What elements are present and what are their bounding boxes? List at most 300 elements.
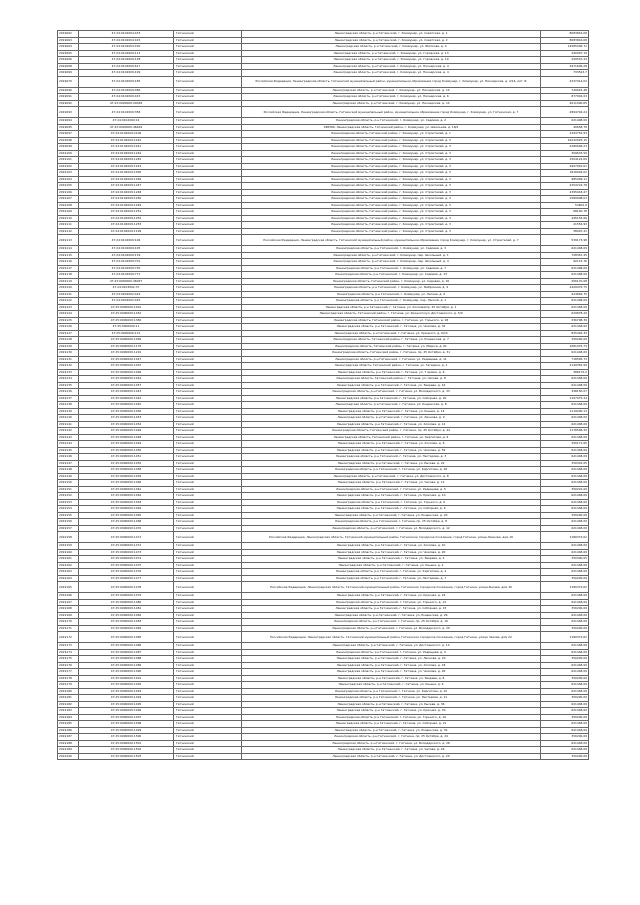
row-id-cell: 2019172 [58, 632, 79, 643]
cadastral-number-cell: 47:24:0102009:1249 [79, 202, 174, 209]
address-cell: Ленинградская область, р-н Гатчинский, г. Гатчина, ул. Красная, д. 30 [242, 708, 541, 715]
cadastral-number-cell: 47:24:0202002:424 [79, 291, 174, 298]
cadastral-number-cell: 47:24:0102009:1244 [79, 150, 174, 157]
cadastral-number-cell: 47:25:0000000:1494 [79, 695, 174, 702]
table-row [58, 235, 589, 246]
district-cell: Гатчинский [174, 512, 242, 519]
cadastral-number-cell: 47:25:0000000:1460 [79, 480, 174, 487]
row-id-cell: 2019133 [58, 369, 79, 376]
value-cell: 336708,39 [541, 317, 589, 324]
row-id-cell: 2019168 [58, 606, 79, 613]
address-cell: Ленинградская область, р-н Гатчинский, г. Гатчина, ул. Рощинская, д. 20 [242, 512, 541, 519]
row-id-cell: 2019125 [58, 317, 79, 324]
district-cell: Гатчинский [174, 246, 242, 253]
district-cell: Гатчинский [174, 189, 242, 196]
value-cell: 621448,09 [541, 454, 589, 461]
value-cell: 621448,09 [541, 593, 589, 600]
row-id-cell: 2019189 [58, 747, 79, 754]
address-cell: Ленинградская область, р-н Гатчинский, г. Гатчина, ул. Чкалова, д. 20 [242, 549, 541, 556]
address-cell: Ленинградская область, р-н Гатчинский, г. Гатчина, ул. Хохлова, д. 6 [242, 441, 541, 448]
district-cell: Гатчинский [174, 395, 242, 402]
row-id-cell: 2019136 [58, 389, 79, 396]
value-cell: 621448,09 [541, 669, 589, 676]
district-cell: Гатчинский [174, 682, 242, 689]
district-cell: Гатчинский [174, 215, 242, 222]
district-cell: Гатчинский [174, 202, 242, 209]
address-cell: Ленинградская область, р-н Гатчинский, г. Гатчина, ул. Рощинская, д. 26 [242, 612, 541, 619]
cadastral-number-cell: 47:24:0102009:1250 [79, 196, 174, 203]
district-cell: Гатчинский [174, 708, 242, 715]
address-cell: Ленинградская область, р-н Гатчинский, г. Гатчина, ул. Чкалова, д. 59 [242, 447, 541, 454]
row-id-cell: 2019066 [58, 57, 79, 64]
value-cell: 1119200,13 [541, 408, 589, 415]
address-cell: Ленинградская область, Гатчинский район, г. Коммунар, ул. Садовая, д. 16 [242, 278, 541, 285]
value-cell: 621448,09 [541, 382, 589, 389]
row-id-cell: 2019145 [58, 447, 79, 454]
row-id-cell: 2019064 [58, 44, 79, 51]
address-cell: Ленинградская область, р-н Гатчинский, г. Гатчина, ул. Соборная, д. 20 [242, 395, 541, 402]
value-cell: 733523,7 [541, 70, 589, 77]
district-cell: Гатчинский [174, 170, 242, 177]
value-cell: 350171,65 [541, 441, 589, 448]
row-id-cell: 2019120 [58, 285, 79, 292]
value-cell: 456170,08 [541, 278, 589, 285]
address-cell: Российская Федерация, Ленинградская область, Гатчинский муниципальный район, муниципальное образование город Коммунар, г. Коммунар, ул. Гатчинская, д. 7 [242, 107, 541, 118]
district-cell: Гатчинский [174, 447, 242, 454]
address-cell: Ленинградская область, р-н Гатчинский, г. Коммунар, ул. Жипкова, д. 4 [242, 44, 541, 51]
cadastral-number-cell: 47:25:0000000:1469 [79, 337, 174, 344]
address-cell: Ленинградская область, Гатчинский район, г. Гатчина, ул. Чехова, д. 8 [242, 376, 541, 383]
district-cell: Гатчинский [174, 285, 242, 292]
value-cell: 621448,09 [541, 619, 589, 626]
row-id-cell: 2019188 [58, 740, 79, 747]
district-cell: Гатчинский [174, 382, 242, 389]
row-id-cell: 2019130 [58, 350, 79, 357]
value-cell: 1157975,34 [541, 395, 589, 402]
address-cell: Ленинградская область, Гатчинский район, г. Коммунар, ул. Строителей, д. 3 [242, 157, 541, 164]
value-cell: 1178508,39 [541, 428, 589, 435]
cadastral-number-cell: 47:24:0102009:617 [79, 63, 174, 70]
row-id-cell: 2019186 [58, 727, 79, 734]
district-cell: Гатчинский [174, 562, 242, 569]
cadastral-number-cell: 47:25:0000000:1470 [79, 525, 174, 532]
district-cell: Гатчинский [174, 63, 242, 70]
value-cell: 2429475,75 [541, 285, 589, 292]
value-cell: 350200,09 [541, 625, 589, 632]
value-cell: 621448,09 [541, 599, 589, 606]
address-cell: Ленинградская область, р-н Гатчинский, г. Гатчина, ул. Соборная, д. 9 [242, 506, 541, 513]
row-id-cell: 2019146 [58, 454, 79, 461]
district-cell: Гатчинский [174, 356, 242, 363]
value-cell: 350200,09 [541, 337, 589, 344]
address-cell: Ленинградская область, Гатчинский район, г. Гатчина, ул. Гагарина, д. 1 [242, 363, 541, 370]
cadastral-number-cell: 47:24:0102009:415 [79, 94, 174, 101]
cadastral-number-cell: 47:25:0000000:1490 [79, 669, 174, 676]
row-id-cell: 2019182 [58, 701, 79, 708]
district-cell: Гатчинский [174, 695, 242, 702]
district-cell: Гатчинский [174, 376, 242, 383]
address-cell: Ленинградская область, р-н Гатчинский, г. Коммунар, ул. Пионерская, д. 4 [242, 70, 541, 77]
row-id-cell: 2019167 [58, 599, 79, 606]
address-cell: Ленинградская область, р-н Гатчинский, г. Гатчина, ул. Красная, д. 10 [242, 493, 541, 500]
row-id-cell: 2019110 [58, 215, 79, 222]
address-cell: Ленинградская область, р-н Гатчинский, г. Гатчина, пр. 25 Октября, д. 8 [242, 519, 541, 526]
row-id-cell: 2019128 [58, 337, 79, 344]
cadastral-number-cell: 47:25:0000000:1459 [79, 473, 174, 480]
value-cell: 621448,09 [541, 415, 589, 422]
district-cell: Гатчинский [174, 317, 242, 324]
value-cell: 621448,09 [541, 246, 589, 253]
district-cell: Гатчинский [174, 76, 242, 87]
district-cell: Гатчинский [174, 94, 242, 101]
value-cell: 445155,06 [541, 215, 589, 222]
value-cell: 718595,73 [541, 356, 589, 363]
district-cell: Гатчинский [174, 486, 242, 493]
cadastral-number-cell: 47:24:0102009:1241 [79, 144, 174, 151]
district-cell: Гатчинский [174, 330, 242, 337]
district-cell: Гатчинский [174, 688, 242, 695]
value-cell: 350200,09 [541, 575, 589, 582]
address-cell: Российская Федерация, Ленинградская область, Гатчинский муниципальный район, Гатчинское городское поселение, город Гатчина, улица Рысева, дом 30 [242, 582, 541, 593]
address-cell: Ленинградская область, Гатчинский район, г. Коммунар, ул. Строителей, д. 3 [242, 209, 541, 216]
value-cell: 4907991,61 [541, 163, 589, 170]
address-cell: Ленинградская область, р-н Гатчинский, г. Гатчина, ул. Чехова, д. 26 [242, 747, 541, 754]
cadastral-number-cell: 47:24:0102009:358 [79, 107, 174, 118]
cadastral-number-cell: 47:25:0000000:1457 [79, 382, 174, 389]
row-id-cell: 2019183 [58, 708, 79, 715]
address-cell: Ленинградская область, Гатчинский район, г. Коммунар, ул. Строителей, д. 3 [242, 189, 541, 196]
value-cell: 16232025,15 [541, 137, 589, 144]
address-cell: Ленинградская область, р-н Гатчинский, г. Гатчина, ул. Нестерова, д. 3 [242, 454, 541, 461]
district-cell: Гатчинский [174, 467, 242, 474]
value-cell: 1081975,73 [541, 343, 589, 350]
row-id-cell: 2019123 [58, 304, 79, 311]
cadastral-number-cell: 47:25:0000000:1475 [79, 562, 174, 569]
value-cell: 14585006,71 [541, 44, 589, 51]
address-cell: Ленинградская область, Гатчинский район, г. Коммунар, ул. Строителей, д. 3 [242, 215, 541, 222]
cadastral-number-cell: 47:25:0000000:1445 [79, 402, 174, 409]
value-cell: 621448,09 [541, 682, 589, 689]
row-id-cell: 2019162 [58, 562, 79, 569]
cadastral-number-cell: 47:25:0000000:1480 [79, 599, 174, 606]
cadastral-number-cell: 47:25:0000000:1464 [79, 506, 174, 513]
row-id-cell: 2019111 [58, 222, 79, 229]
cadastral-number-cell: 47:25:0000000:1473 [79, 549, 174, 556]
cadastral-number-cell: 47:25:0000000:1501 [79, 740, 174, 747]
value-cell: 621448,09 [541, 467, 589, 474]
address-cell: Ленинградская область, р-н Гатчинский, г. Коммунар, ул. Советская, д. 2 [242, 37, 541, 44]
cadastral-number-cell: 47:25:0000000:1483 [79, 619, 174, 626]
district-cell: Гатчинский [174, 493, 242, 500]
row-id-cell: 2019101 [58, 157, 79, 164]
cadastral-number-cell: 47:25:0000000:1478 [79, 582, 174, 593]
cadastral-number-cell: 47:24:0102009:14 [79, 118, 174, 125]
cadastral-number-cell: 47:25:0000000:1444 [79, 376, 174, 383]
district-cell: Гатчинский [174, 402, 242, 409]
address-cell: Ленинградская область, р-н Гатчинский, г. Гатчина, ул. Володарского, д. 12 [242, 525, 541, 532]
value-cell: 350200,09 [541, 695, 589, 702]
address-cell: Ленинградская область, р-н Гатчинский, г. Гатчина, ул. Киргетова, д. 10 [242, 688, 541, 695]
address-cell: Ленинградская область, р-н Гатчинский, г. Гатчина, ул. Чкалова, д. 32 [242, 324, 541, 331]
value-cell: 38097,21 [541, 228, 589, 235]
district-cell: Гатчинский [174, 176, 242, 183]
value-cell: 40658,78 [541, 124, 589, 131]
row-id-cell: 2019176 [58, 662, 79, 669]
row-id-cell: 2019108 [58, 202, 79, 209]
address-cell: Ленинградская область, Гатчинский район, г. Гатчина, ул. Рощинская, д. 7 [242, 337, 541, 344]
value-cell: 621448,09 [541, 662, 589, 669]
district-cell: Гатчинский [174, 389, 242, 396]
district-cell: Гатчинский [174, 163, 242, 170]
address-cell: Ленинградская область, р-н Гатчинский, г. Гатчина, ул. Хохлова, д. 18 [242, 662, 541, 669]
row-id-cell: 2019173 [58, 643, 79, 650]
row-id-cell: 2019178 [58, 675, 79, 682]
row-id-cell: 2019132 [58, 363, 79, 370]
district-cell: Гатчинский [174, 721, 242, 728]
address-cell: Ленинградская область, р-н Гатчинский, г. Коммунар, ул. Советская, д. 1 [242, 31, 541, 38]
district-cell: Гатчинский [174, 131, 242, 138]
address-cell: Ленинградская область, р-н Гатчинский, г. Коммунар, пер. Школьный, д. 1 [242, 252, 541, 259]
row-id-cell: 2019116 [58, 259, 79, 266]
value-cell: 2011090,65 [541, 100, 589, 107]
district-cell: Гатчинский [174, 606, 242, 613]
address-cell: Ленинградская область, р-н Гатчинский, г. Гатчина, ул. Чехова, д. 12 [242, 480, 541, 487]
cadastral-number-cell: 47:25:0000000:1503 [79, 753, 174, 760]
address-cell: Ленинградская область, р-н Гатчинский, г. Гатчина, ул. Достоевского, д. 8 [242, 473, 541, 480]
value-cell: 2894702,24 [541, 107, 589, 118]
address-cell: Ленинградская область, Гатчинский район, г. Коммунар, ул. Строителей, д. 3 [242, 176, 541, 183]
row-id-cell: 2019097 [58, 131, 79, 138]
table-row [58, 753, 589, 760]
district-cell: Гатчинский [174, 575, 242, 582]
district-cell: Гатчинский [174, 675, 242, 682]
value-cell: 825446,33 [541, 330, 589, 337]
value-cell: 621448,09 [541, 324, 589, 331]
cadastral-number-cell: 47:25:0000000:1463 [79, 499, 174, 506]
value-cell: 1180372,62 [541, 632, 589, 643]
district-cell: Гатчинский [174, 480, 242, 487]
row-id-cell: 2019155 [58, 512, 79, 519]
value-cell: 1818094,02 [541, 170, 589, 177]
address-cell: Ленинградская область, р-н Гатчинский, г. Гатчина, ул. Достоевского, д. 20 [242, 753, 541, 760]
address-cell: Ленинградская область, р-н Гатчинский, г. Гатчина, ул. Чкалова, д. 26 [242, 669, 541, 676]
value-cell: 350200,09 [541, 675, 589, 682]
address-cell: Ленинградская область, Гатчинский район, г. Коммунар, ул. Строителей, д. 3 [242, 144, 541, 151]
value-cell: 388175,2 [541, 369, 589, 376]
district-cell: Гатчинский [174, 209, 242, 216]
district-cell: Гатчинский [174, 549, 242, 556]
row-id-cell: 2019150 [58, 480, 79, 487]
value-cell: 621408,09 [541, 272, 589, 279]
district-cell: Гатчинский [174, 324, 242, 331]
address-cell: Ленинградская область, р-н Гатчинский, г. Гатчина, ул. Рысева, д. 22 [242, 460, 541, 467]
cadastral-number-cell: 47:25:0000000:1492 [79, 682, 174, 689]
cadastral-number-cell: 47:25:0000000:1467 [79, 363, 174, 370]
row-id-cell: 2019158 [58, 532, 79, 543]
address-cell: Российская Федерация, Ленинградская область, Гатчинский муниципальный район, муниципальное образование город Коммунар, г. Коммунар, ул. Пионерская, д. 2/14, лит. Б [242, 76, 541, 87]
district-cell: Гатчинский [174, 235, 242, 246]
value-cell: 877902,03 [541, 94, 589, 101]
address-cell: Ленинградская область, р-н Гатчинский, г. Гатчина, ул. Киргетова, д. 18 [242, 467, 541, 474]
district-cell: Гатчинский [174, 454, 242, 461]
row-id-cell: 2019062 [58, 31, 79, 38]
cadastral-number-cell: 47:24:0102009:1095 [79, 170, 174, 177]
address-cell: Ленинградская область, р-н Гатчинский, г. Гатчина, ул. Достоевского, д. 14 [242, 643, 541, 650]
value-cell: 350200,09 [541, 714, 589, 721]
district-cell: Гатчинский [174, 291, 242, 298]
district-cell: Гатчинский [174, 337, 242, 344]
district-cell: Гатчинский [174, 87, 242, 94]
value-cell: 621448,09 [541, 721, 589, 728]
district-cell: Гатчинский [174, 441, 242, 448]
value-cell: 985409,11 [541, 176, 589, 183]
value-cell: 350200,09 [541, 656, 589, 663]
address-cell: Ленинградская область, р-н Гатчинский, г. Гатчина, ул. 7 Армии, д. 6 [242, 369, 541, 376]
address-cell: Ленинградская область, р-н Гатчинский, г. Гатчина, ул. Горького, д. 16 [242, 714, 541, 721]
value-cell: 621448,09 [541, 304, 589, 311]
cadastral-number-cell: 47:24:0102009:486 [79, 87, 174, 94]
table-row [58, 632, 589, 643]
row-id-cell: 2019134 [58, 376, 79, 383]
value-cell: 621448,09 [541, 708, 589, 715]
row-id-cell: 2019106 [58, 189, 79, 196]
cadastral-number-cell: 47:24:0102009:128 [79, 57, 174, 64]
row-id-cell: 2019177 [58, 669, 79, 676]
cadastral-number-cell: 47:25:0000000:1443 [79, 389, 174, 396]
row-id-cell: 2019142 [58, 428, 79, 435]
district-cell: Гатчинский [174, 350, 242, 357]
row-id-cell: 2019164 [58, 575, 79, 582]
row-id-cell: 2019171 [58, 625, 79, 632]
district-cell: Гатчинский [174, 643, 242, 650]
address-cell: Ленинградская область, р-н Гатчинский, г. Гатчина, ул. Горького, д. 12 [242, 599, 541, 606]
value-cell: 21554,93 [541, 222, 589, 229]
row-id-cell: 2019115 [58, 252, 79, 259]
document-page [57, 30, 587, 760]
cadastral-number-cell: 47:25:0000000:1489 [79, 662, 174, 669]
cadastral-number-cell: 47:25:0000000:1479 [79, 593, 174, 600]
value-cell: 348150,07 [541, 389, 589, 396]
cadastral-number-cell: 47:25:0000000:1472 [79, 543, 174, 550]
cadastral-number-cell: 47:23:0000000:20028 [79, 100, 174, 107]
cadastral-number-cell: 47:25:0000000:1484 [79, 625, 174, 632]
address-cell: Ленинградская область, р-н Гатчинский, г. Гатчина, ул. Кныша, д. 14 [242, 408, 541, 415]
value-cell: 2293752,93 [541, 131, 589, 138]
address-cell: Ленинградская область, р-н Гатчинский, г. Коммунар, ул. Городская, д. 13 [242, 50, 541, 57]
row-id-cell: 2019095 [58, 124, 79, 131]
row-id-cell: 2019122 [58, 298, 79, 305]
district-cell: Гатчинский [174, 228, 242, 235]
address-cell: Ленинградская область, Гатчинский район, г. Гатчина, ул. Горького, д. 18 [242, 317, 541, 324]
row-id-cell: 2019114 [58, 246, 79, 253]
row-id-cell: 2019112 [58, 228, 79, 235]
district-cell: Гатчинский [174, 669, 242, 676]
cadastral-number-cell: 47:25:0000000:1496 [79, 708, 174, 715]
address-cell: Ленинградская область, Гатчинский район, г. Коммунар, ул. Строителей, д. 3 [242, 228, 541, 235]
cadastral-number-cell: 47:24:0102009:1248 [79, 189, 174, 196]
district-cell: Гатчинский [174, 727, 242, 734]
cadastral-number-cell: 47:25:0000000:1502 [79, 747, 174, 754]
cadastral-number-cell: 47:25:0000000:1500 [79, 734, 174, 741]
value-cell: 924804,75 [541, 291, 589, 298]
district-cell: Гатчинский [174, 519, 242, 526]
cadastral-number-cell: 47:25:0000000:1465 [79, 512, 174, 519]
address-cell: Ленинградская область, р-н Гатчинский, г. Коммунар, ул. Лесная, д. 9 [242, 291, 541, 298]
row-id-cell: 2019180 [58, 688, 79, 695]
row-id-cell: 2019119 [58, 278, 79, 285]
address-cell: Ленинградская область, Гатчинский район, г. Коммунар, ул. Строителей, д. 3 [242, 183, 541, 190]
district-cell: Гатчинский [174, 50, 242, 57]
district-cell: Гатчинский [174, 421, 242, 428]
district-cell: Гатчинский [174, 415, 242, 422]
district-cell: Гатчинский [174, 124, 242, 131]
row-id-cell: 2019129 [58, 343, 79, 350]
row-id-cell: 2019153 [58, 499, 79, 506]
value-cell: 2254724,78 [541, 183, 589, 190]
cadastral-number-cell: 47:24:0102009:1246 [79, 176, 174, 183]
address-cell: Ленинградская область, Гатчинский район, г. Гатчина, пр. 25 Октября, д. 42 [242, 428, 541, 435]
address-cell: Ленинградская область, р-н Гатчинский, г. Коммунар, ул. Садовая, д. 13 [242, 272, 541, 279]
cadastral-number-cell: 47:25:0000000:1447 [79, 356, 174, 363]
row-id-cell: 2019156 [58, 519, 79, 526]
cadastral-number-cell: 47:25:0000000:1461 [79, 486, 174, 493]
cadastral-number-cell: 47:24:0102009:701 [79, 259, 174, 266]
cadastral-number-cell: 47:25:0000000:131 [79, 330, 174, 337]
cadastral-number-cell: 47:24:0102009:730 [79, 265, 174, 272]
address-cell: Ленинградская область, р-н Гатчинский, г. Гатчина, ул. Леонова, д. 20 [242, 656, 541, 663]
value-cell: 621448,09 [541, 747, 589, 754]
row-id-cell: 2019143 [58, 434, 79, 441]
row-id-cell: 2019065 [58, 50, 79, 57]
row-id-cell: 2019144 [58, 441, 79, 448]
row-id-cell: 2019163 [58, 569, 79, 576]
address-cell: Российская Федерация, Ленинградская область, Гатчинский муниципальный район, Гатчинское городское поселение, город Гатчина, улица Леонова, дом 16 [242, 532, 541, 543]
cadastral-number-cell: 47:25:0000000:1446 [79, 428, 174, 435]
address-cell: Ленинградская область, р-н Гатчинский, г. Гатчина, ул. Кныша, д. 2 [242, 562, 541, 569]
address-cell: Ленинградская область, р-н Гатчинский, г. Гатчина, ул. Володарского, д. 20 [242, 625, 541, 632]
address-cell: Ленинградская область, р-н Гатчинский, г. Гатчина, ул. Зверева, д. 8 [242, 675, 541, 682]
district-cell: Гатчинский [174, 144, 242, 151]
row-id-cell: 2019124 [58, 311, 79, 318]
row-id-cell: 2019109 [58, 209, 79, 216]
district-cell: Гатчинский [174, 543, 242, 550]
district-cell: Гатчинский [174, 582, 242, 593]
row-id-cell: 2019105 [58, 183, 79, 190]
cadastral-number-cell: 47:25:0000000:1486 [79, 643, 174, 650]
value-cell: 749024,48 [541, 87, 589, 94]
district-cell: Гатчинский [174, 222, 242, 229]
district-cell: Гатчинский [174, 593, 242, 600]
cadastral-number-cell: 47:25:0000000:1170 [79, 343, 174, 350]
address-cell: Ленинградская область, Гатчинский район, г. Коммунар, ул. Строителей, д. 1 [242, 131, 541, 138]
address-cell: Российская Федерация, Ленинградская область, Гатчинский муниципальный район, Гатчинское городское поселение, город Гатчина, улица Чехова, дом 22 [242, 632, 541, 643]
value-cell: 621448,09 [541, 688, 589, 695]
address-cell: Ленинградская область, р-н Гатчинский, г. Гатчина, ул. Радищева, д. 9 [242, 649, 541, 656]
district-cell: Гатчинский [174, 714, 242, 721]
row-id-cell: 2019103 [58, 170, 79, 177]
cadastral-number-cell: 47:25:0000000:1442 [79, 395, 174, 402]
value-cell: 621448,09 [541, 643, 589, 650]
value-cell: 2971606,28 [541, 63, 589, 70]
district-cell: Гатчинский [174, 369, 242, 376]
district-cell: Гатчинский [174, 662, 242, 669]
district-cell: Гатчинский [174, 434, 242, 441]
address-cell: Ленинградская область, Гатчинский район, г. Коммунар, ул. Строителей, д. 3 [242, 196, 541, 203]
value-cell: 2280606,23 [541, 144, 589, 151]
address-cell: Ленинградская область, р-н Гатчинский, г. Коммунар, ул. Пионерская, д. 4 [242, 63, 541, 70]
property-table [57, 30, 589, 760]
cadastral-number-cell: 47:25:0000000:1477 [79, 575, 174, 582]
